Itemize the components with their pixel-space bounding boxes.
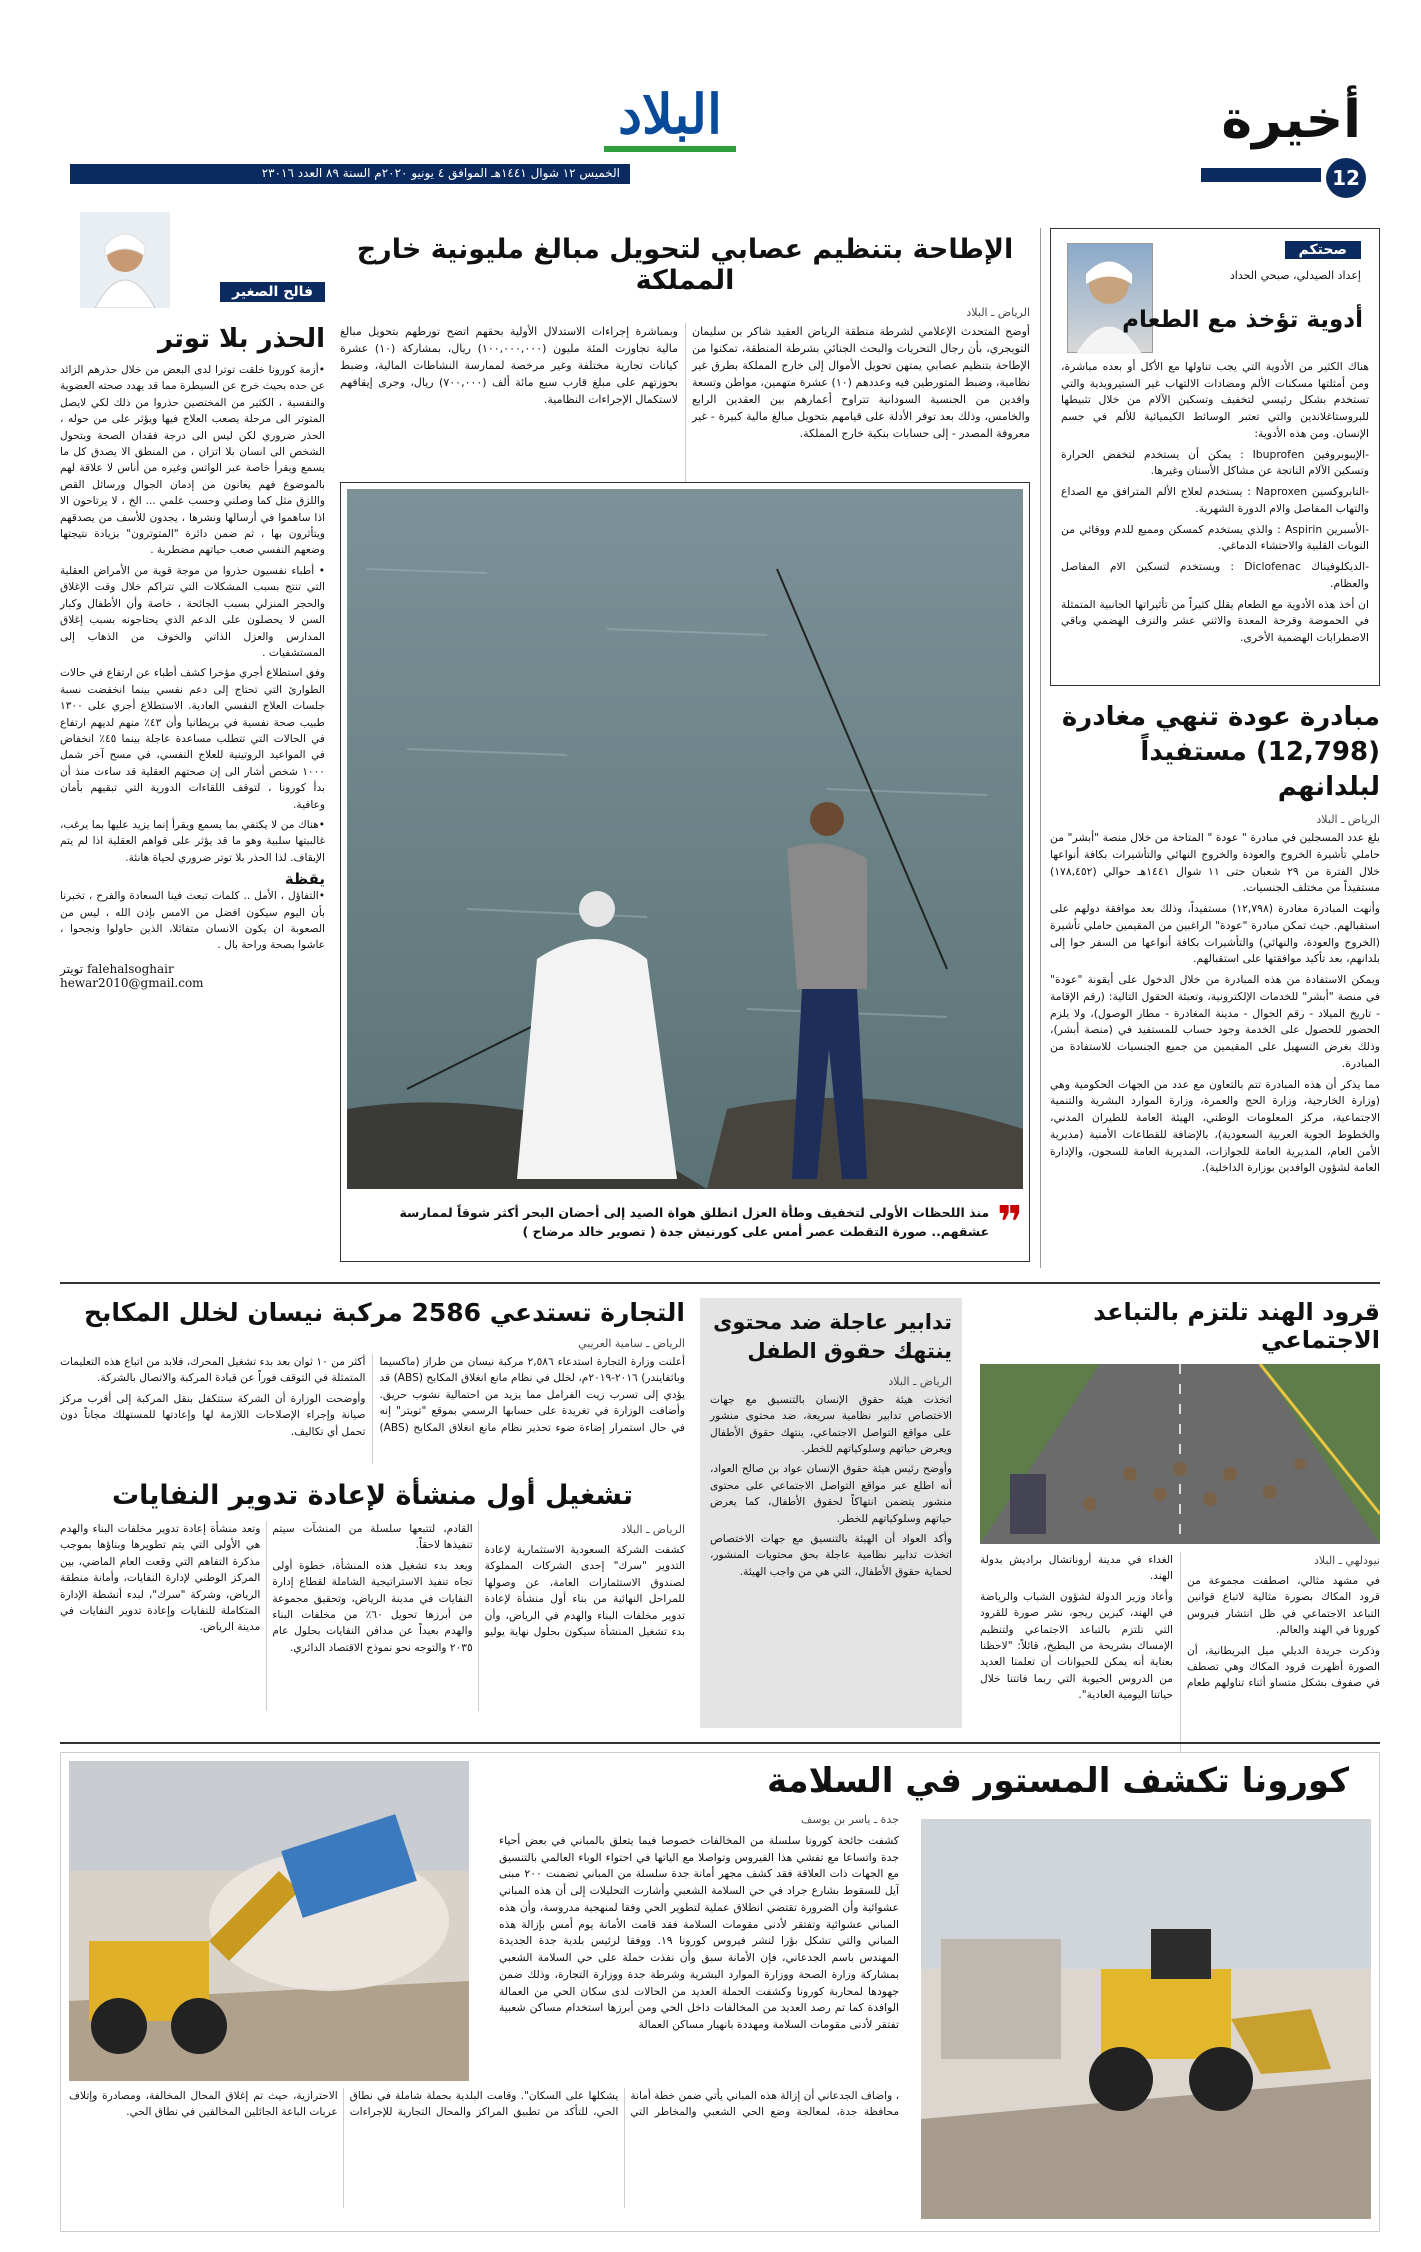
children-body <box>710 1392 952 1580</box>
recycling-article <box>60 1480 685 1730</box>
jeddah-paragraph: كشفت جائحة كورونا سلسلة من المخالفات خصوصا فيما يتعلق بالمباني في بعض أحياء جدة واتساعا مع تفشي هذا الفيروس وتواصلا مع الياتها في احتواء الوباء العالمي بالتنسيق مع الجهات ذات العلاقة فقد كشف مجهر أمانة جدة سلسلة من المباني تضمنت ٢٠٠ مبنى آيل للسقوط بشارع جراد في حي السلامة الشعبي وأشارت التحليلات إلى أن هذه المباني عشوائية وأن الضرورة تقتضي انطلاق عملية لتطوير الحي وفقا لمنهجية مدروسة، وأن هذه المباني عشوائية وتفتقر لأدنى مقومات السلامة فقد قامت الأمانة يوم أمس بإزالة هذه المباني والتي تشكل بؤرا لنشر فيروس كورونا ١٩. ووفقا لرئيس بلدية جدة الجديدة المهندس باسم الجدعاني، فإن الأمانة سبق وأن نفذت حملة على حي السلامة الشعبي بمشاركة وزارة الصحة ووزارة الموارد البشرية وشرطة جدة ووزارة التجارة، وذلك ضمن جهودها لمحاربة كورونا وكشفت الحملة العديد من الحالات لدى سكان الحي من العمالة الوافدة كما تم رصد العديد من المخالفات داخل الحي ومن أبرزها استخدام مساكن شعبية تفتقر لأدنى مقومات السلامة ومهددة بانهيار مساكن العمالة <box>499 1834 899 2032</box>
children-paragraph: وأوضح رئيس هيئة حقوق الإنسان عواد بن صالح العواد، أنه اطلع عبر مواقع التواصل الاجتماعي على محتوى منشور يتضمن انتهاكاً لحقوق الأطفال، كما يعرض حياتهم وسلوكياتهم للخطر. <box>710 1463 952 1525</box>
monkeys-road-photo <box>980 1364 1380 1544</box>
awda-title: مبادرة عودة تنهي مغادرة (12,798) مستفيداً لبلدانهم <box>1061 702 1380 803</box>
nissan-byline: الرياض ـ سامية العريبي <box>578 1337 685 1350</box>
children-title: تدابير عاجلة ضد محتوى ينتهك حقوق الطفل <box>713 1310 952 1364</box>
opinion-body <box>60 362 325 866</box>
page-number-badge: 12 <box>1326 158 1366 198</box>
section-title: أخيرة <box>1221 90 1361 150</box>
health-paragraph: -النابروكسين Naproxen : يستخدم لعلاج الألم المترافق مع الصداع والتهاب المفاصل والام الدورة الشهرية. <box>1061 485 1370 515</box>
jeddah-article <box>60 1752 1380 2232</box>
monkeys-paragraph: وذكرت جريدة الديلي ميل البريطانية، أن الصورة أظهرت قرود المكاك وهي تصطف في صفوف بشكل متساو أثناء تناولهم طعام الغداء في مدينة أروناتشال براديش بدولة الهند. <box>980 1554 1380 1690</box>
children-byline: الرياض ـ البلاد <box>888 1374 952 1388</box>
opinion-title: الحذر بلا توتر <box>157 324 325 354</box>
awda-paragraph: وأنهت المبادرة مغادرة (١٢,٧٩٨) مستفيداً، وذلك بعد موافقة دولهم على استقبالهم. حيث تمكن مبادرة "عودة" الراغبين من المقيمين حاملي تأشيرة (الخروج والعودة، والنهائي) والتأشيرات بكافة أنواعها من السفر جوا إلى بلدانهم، بعد تأكيد موافقتها على استقبالهم. <box>1050 902 1380 966</box>
nissan-article <box>60 1298 685 1468</box>
awda-article <box>1050 700 1380 1270</box>
opinion-paragraph: • أطباء نفسيون حذروا من موجة قوية من الأمراض العقلية التي تنتج بسبب المشكلات التي تتراكم خلال وقت الإغلاق والحجر المنزلي بسبب الجائحة ، خاصة وأن الأطفال وكبار السن لا يحصلون على الدعم الذي يحتاجونه بسبب إغلاق المدارس والعزل الذاتي والخوف من الذهاب إلى المستشفيات . <box>60 564 325 659</box>
awda-body <box>1050 830 1380 1177</box>
portrait-icon <box>80 212 170 308</box>
nissan-body <box>60 1354 685 1464</box>
masthead <box>0 0 1421 200</box>
children-paragraph: وأكد العواد أن الهيئة بالتنسيق مع جهات الاختصاص اتخذت تدابير نظامية عاجلة بحق محتويات المنشور، لحماية حقوق الأطفال، التي هي من واجب الهيئة. <box>710 1533 952 1578</box>
jeddah-byline: جدة ـ ياسر بن يوسف <box>800 1813 899 1826</box>
logo-underline <box>604 146 736 152</box>
monkeys-article <box>980 1298 1380 1738</box>
recycling-body <box>60 1521 685 1711</box>
logo-text: البلاد <box>617 82 723 146</box>
recycling-paragraph: وتعد منشأة إعادة تدوير مخلفات البناء والهدم هي الأولى التي يتم تطويرها وبناؤها بموجب مذكرة التفاهم التي وقعت العام الماضي، بين المركز الوطني لإدارة النفايات، وأمانة منطقة الرياض، وشركة "سرك"، لبدء أنشطة الإدارة المتكاملة للنفايات وإعادة تدوير النفايات في مدينة الرياض. <box>60 1523 261 1634</box>
section-divider-2 <box>60 1742 1380 1744</box>
columnist-name: فالح الصغير <box>220 282 325 302</box>
fishing-photo-frame <box>340 482 1030 1262</box>
jeddah-bottom-text <box>69 2088 899 2208</box>
awda-byline: الرياض ـ البلاد <box>1316 813 1380 827</box>
recycling-title: تشغيل أول منشأة لإعادة تدوير النفايات <box>111 1480 634 1511</box>
recycling-paragraph: كشفت الشركة السعودية الاستثمارية لإعادة التدوير "سرك" إحدى الشركات المملوكة لصندوق الاستثمارات العامة، عن وصولها للمراحل النهائية من بناء أول منشأة لإعادة تدوير مخلفات البناء والهدم في الرياض، وأن بدء تشغيل المنشأة سيكون بحلول نهاية يوليو القادم، لتتبعها سلسلة من المنشآت سيتم تنفيذها لاحقاً. <box>272 1523 685 1639</box>
photo-caption-text: منذ اللحظات الأولى لتخفيف وطأة العزل انطلق هواة الصيد إلى أحضان البحر أكثر شوقاً لممارسة عشقهم.. صورة التقطت عصر أمس على كورنيش جدة ( تصوير خالد مرضاح ) <box>399 1205 990 1239</box>
transfers-body <box>340 323 1030 488</box>
demolition-scene-photo <box>69 1761 469 2081</box>
monkeys-paragraph: في مشهد مثالي، اصطفت مجموعة من قرود المكاك بصورة مثالية لاتباع قوانين التباعد الاجتماعي في ظل انتشار فيروس كورونا في الهند والعالم. <box>1187 1575 1380 1637</box>
recycling-byline: الرياض ـ البلاد <box>621 1523 685 1536</box>
transfers-byline: الرياض ـ البلاد <box>966 306 1030 319</box>
opinion-paragraph: •أزمة كورونا خلقت توترا لدى البعض من خلال حذرهم الزائد عن حده بحيث خرج عن السيطرة مما قد يهدد صحته العضوية والنفسية ، الكثير من المختصين حذروا من ذلك لكي لايصل المتوتر الى مرحلة يصعب العلاج فيها ويؤثر على من حوله ، الحذر ضروري لكن ليس الى درجة فقدان الصحة وبتحول الشخص الى انسان بلا اتزان ، من المنطق الا يصدق كل ما يسمع ويقرأ خاصة عبر الواتس وغيره من أناس لا علاقة لهم بالموضوع فهم يعانون من إدمان الجوال ورسائل القص واللزق مثل كما وصلني وحسب علمي ... الخ ، لا يرتاحون الا اذا ساهموا في أرسالها ونشرها ، يجدون للأسف من يصدقهم ويتأثرون بها ، ثم ضمن دائرة "المتوترون" بزيادة نتيجتها وضعهم النفسي صعب حياتهم مضطربة . <box>60 364 325 557</box>
opinion-paragraph: وفق استطلاع أجري مؤخرا كشف أطباء عن ارتفاع في حالات الطوارئ التي تحتاج إلى دعم نفسي بينما انخفضت نسبة جلسات العلاج النفسي العادية. الاستطلاع أجري على ١٣٠٠ طبيب صحة نفسية في بريطانيا وأن ٤٣٪ منهم لديهم ارتفاع في الحالات التي تتطلب مساعدة عاجلة بينما ٤٥٪ انخفاض في المواعيد الروتينية للعلاج النفسي، في مسح آخر شمل ١٠٠٠ شخص أشار الى إن صحتهم العقلية قد ساءت منذ أن بدأ كورونا ، لتوقف اللقاءات الدورية التي تبقيهم بأمان وعافية. <box>60 667 325 811</box>
health-body <box>1061 359 1369 647</box>
opinion-paragraph: •هناك من لا يكتفي بما يسمع ويقرأ إنما يزيد عليها بما يرغب، غالبيتها سلبية وهو ما قد يؤثر على قواهم العقلية اذا لم يتم الإيقاف. لذا الحذر بلا توتر ضروري لحياة هانئة. <box>60 818 325 864</box>
transfers-paragraph: وبمباشرة إجراءات الاستدلال الأولية بحقهم اتضح تورطهم بتحويل مبالغ مالية تجاوزت المئة مليون (١٠٠,٠٠٠,٠٠٠) ريال، بمشاركة (١٠) عشرة كيانات تجارية مختلفة وغير مرخصة لممارسة النشاطات المالية، وضبط بحوزتهم على مبلغ قارب سبع مائة ألف (٧٠٠,٠٠٠) ريال، وجرى إيقافهم لاستكمال الإجراءات النظامية. <box>340 325 679 407</box>
health-byline: إعداد الصيدلي، صبحي الحداد <box>1229 269 1361 282</box>
columnist-header <box>60 212 325 308</box>
columnist-photo <box>80 212 170 308</box>
opinion-column <box>60 212 325 1272</box>
health-header <box>1061 239 1369 359</box>
children-article <box>700 1298 962 1728</box>
awda-paragraph: بلغ عدد المسجلين في مبادرة " عودة " المتاحة من خلال منصة "أبشر" من حاملي تأشيرة الخروج والعودة والخروج النهائي والتأشيرات بكافة أنواعها خلال الفترة من ٢٩ شعبان حتى ١١ شوال ١٤٤١هـ حوالي (١٧٨,٤٥٢) مستفيداً من مختلف الجنسيات. <box>1050 831 1380 895</box>
monkeys-paragraph: وأعاد وزير الدولة لشؤون الشباب والرياضة في الهند، كيرين ريجو، نشر صورة للقرود التي تلتزم بالتباعد الاجتماعي ولتنظيم الإمساك بشريحة من البطيخ، قائلاً: "لاحظنا بعناية أنه يمكن للحيوانات أن تعلمنا العديد من الدروس الحيوية التي ربما فاتتنا خلال حياتنا اليومية العادية". <box>980 1590 1173 1702</box>
photo-caption <box>347 1191 1023 1255</box>
columnist-email[interactable]: hewar2010@gmail.com <box>60 975 204 990</box>
health-paragraph: -الديكلوفيناك Diclofenac : ويستخدم لتسكين الام المفاصل والعظام. <box>1061 560 1369 590</box>
bulldozer-scene-photo <box>921 1819 1371 2219</box>
person-icon <box>1010 1474 1046 1534</box>
jeddah-paragraph: ، واضاف الجدعاني أن إزالة هذه المباني يأتي ضمن خطة أمانة محافظة جدة، لمعالجة وضع الحي الشعبي والمخاطر التي يشكلها على السكان". وقامت البلدية بحملة شاملة في نطاق الحي، للتأكد من تطبيق المراكز والمحال التجارية للإجراءات الاحترازية، حيث تم إغلاق المحال المخالفة، ومصادرة وإتلاف عربات الباعة الجائلين المخالفين في نطاق الحي. <box>69 2090 899 2119</box>
health-paragraph: -الأسبرين Aspirin : والذي يستخدم كمسكن ومميع للدم ووقائي من النوبات القلبية والاحتشاء الدماغي. <box>1061 522 1369 553</box>
nissan-title: التجارة تستدعي 2586 مركبة نيسان لخلل المكابح <box>83 1298 685 1327</box>
monkeys-byline: نيودلهي ـ البلاد <box>1314 1554 1380 1567</box>
portrait-icon <box>1066 244 1152 354</box>
yaqatha-body: •التفاؤل ، الأمل .. كلمات تبعث فينا السعادة والفرح ، تخبرنا بأن اليوم سيكون افضل من الامس بإذن الله ، ليس من الصعوبة ان يكون الانسان متفائلا، الذين حاولوا ونجحوا ، عاشوا بصحة وراحة بال . <box>60 890 325 952</box>
section-divider-1 <box>60 1282 1380 1284</box>
transfers-paragraph: أوضح المتحدث الإعلامي لشرطة منطقة الرياض العقيد شاكر بن سليمان التويجري، بأن رجال التحريات والبحث الجنائي بشرطة المنطقة، تمكنوا من الإطاحة بتنظيم عصابي يمتهن تحويل الأموال إلى خارج المملكة بطرق غير نظامية، وضبط المتورطين فيه وعددهم (١٠) عشرة متهمين، مواطن وتسعة وافدين من الجنسية السودانية تتراوح أعمارهم بين العقدين الرابع والخامس، وذلك بعد توفر الأدلة على قيامهم بتحويل مبالغ مالية كبيرة - غير معروفة المصدر - إلى حسابات بنكية خارج المملكة. <box>692 325 1030 441</box>
bulldozer-photo <box>921 1819 1371 2219</box>
health-column <box>1050 228 1380 686</box>
children-paragraph: اتخذت هيئة حقوق الإنسان بالتنسيق مع جهات الاختصاص تدابير نظامية سريعة، ضد محتوى منشور على مواقع التواصل الاجتماعي، ينتهك حقوق الأطفال ويعرض حياتهم وسلوكياتهم للخطر. <box>710 1393 952 1455</box>
yaqatha-title: يقظة <box>284 870 325 889</box>
health-paragraph: هناك الكثير من الأدوية التي يجب تناولها مع الأكل أو بعده مباشرة، ومن أمثلتها مسكنات الألم ومضادات الالتهاب غير الستيرويدية والتي تستخدم بشكل رئيسي لتخفيف وتسكين الآلام من خلال تثبيطها للبروستاغلاندين والتي تعتبر الوسائط الكيميائية للألم في جسم الإنسان. ومن هذه الأدوية: <box>1061 360 1369 440</box>
recycling-paragraph: ويعد بدء تشغيل هذه المنشأة، خطوة أولى تجاه تنفيذ الاستراتيجية الشاملة لقطاع إدارة النفايات في مدينة الرياض، وتحقيق مجموعة من أبرزها تحويل ٦٠٪ من مخلفات البناء والهدم بعيداً عن مدافن النفايات بحلول عام ٢٠٣٥ والتوجه نحو نموذج الاقتصاد الدائري. <box>272 1559 473 1654</box>
dateline-bar: الخميس ١٢ شوال ١٤٤١هـ الموافق ٤ يونيو ٢٠٢٠م السنة ٨٩ العدد ٢٣٠١٦ <box>70 164 630 184</box>
health-paragraph: -الإيبوبروفين Ibuprofen : يمكن أن يستخدم لتخفض الحرارة وتسكين الآلام الناتجة عن مشاكل الأسنان وغيرها. <box>1061 447 1369 478</box>
nissan-paragraph: وأوضحت الوزارة أن الشركة ستتكفل بنقل المركبة إلى أقرب مركز صيانة وإجراء الإصلاحات اللازمة لها وإعادتها للمستهلك مجاناً دون تحمل أي تكاليف. <box>60 1392 366 1438</box>
column-divider <box>1040 228 1041 1268</box>
health-kicker: صحتكم <box>1285 241 1361 259</box>
columnist-twitter[interactable]: تويتر falehalsoghair <box>60 961 174 976</box>
health-paragraph: ان أخذ هذه الأدوية مع الطعام يقلل كثيراً من تأثيراتها الجانبية المتمثلة في الحموضة وقرحة المعدة والاثني عشر والنزف الهضمي وباقي الاضطرابات الهضمية الأخرى. <box>1061 597 1369 645</box>
pharmacist-photo <box>1067 243 1153 353</box>
monkeys-title: قرود الهند تلتزم بالتباعد الاجتماعي <box>1093 1298 1380 1354</box>
newspaper-logo <box>590 82 750 162</box>
jeddah-title: كورونا تكشف المستور في السلامة <box>766 1761 1349 1801</box>
health-title: أدوية تؤخذ مع الطعام <box>1122 307 1363 333</box>
page-number-bar <box>1201 168 1321 182</box>
monkeys-photo <box>980 1364 1380 1544</box>
transfers-article <box>340 228 1030 458</box>
awda-paragraph: مما يذكر أن هذه المبادرة تتم بالتعاون مع عدد من الجهات الحكومية وهي (وزارة الخارجية، وزارة الحج والعمرة، وزارة الموارد البشرية والتنمية الاجتماعية، مركز المعلومات الوطني، الهيئة العامة للطيران المدني، والخطوط الجوية العربية السعودية)، بالإضافة للقطاعات الأمنية (مديرية الأمن العام، المديرية العامة للجوازات، المديرية العامة للسجون، والإدارة العامة لشؤون الوافدين بوزارة الداخلية). <box>1050 1077 1380 1175</box>
nissan-paragraph: أعلنت وزارة التجارة استدعاء ٢,٥٨٦ مركبة نيسان من طراز (ماكسيما وباثفايندر) ٢٠١٦-٢٠١٩م، لخلل في نظام مانع انغلاق المكابح (ABS) قد يؤدي إلى تسرب زيت الفرامل مما يزيد من احتمالية نشوب حريق. وأضافت الوزارة في تغريدة على حسابها الرسمي بموقع "تويتر" إنه في حال استمرار إضاءة ضوء تحذير نظام مانع انغلاق المكابح (ABS) أكثر من ١٠ ثوان بعد بدء تشغيل المحرك، فلابد من اتباع هذه التعليمات المتمثلة في التوقف فوراً عن قيادة المركبة والاتصال بالشركة. <box>60 1356 685 1434</box>
fishing-photo <box>347 489 1023 1189</box>
awda-paragraph: ويمكن الاستفادة من هذه المبادرة من خلال الدخول على أيقونة "عودة" في منصة "أبشر" للخدمات الإلكترونية، وتعبئة الحقول التالية: (رقم الإقامة - تاريخ الميلاد - رقم الجوال - مدينة المغادرة - مطار الوصول)، ولا يلزم الحضور للحصول على الخدمة وجود حساب للمستفيد في (منصة أبشر)، وذلك بغرض التسهيل على المقيمين من جميع الجنسيات للاستفادة من المبادرة. <box>1050 973 1380 1070</box>
monkeys-body <box>980 1552 1380 1752</box>
jeddah-center-text <box>499 1833 899 2083</box>
demolition-photo <box>69 1761 469 2081</box>
quote-mark-icon: ❞ <box>997 1197 1023 1248</box>
transfers-title: الإطاحة بتنظيم عصابي لتحويل مبالغ مليونية خارج المملكة <box>356 234 1014 296</box>
